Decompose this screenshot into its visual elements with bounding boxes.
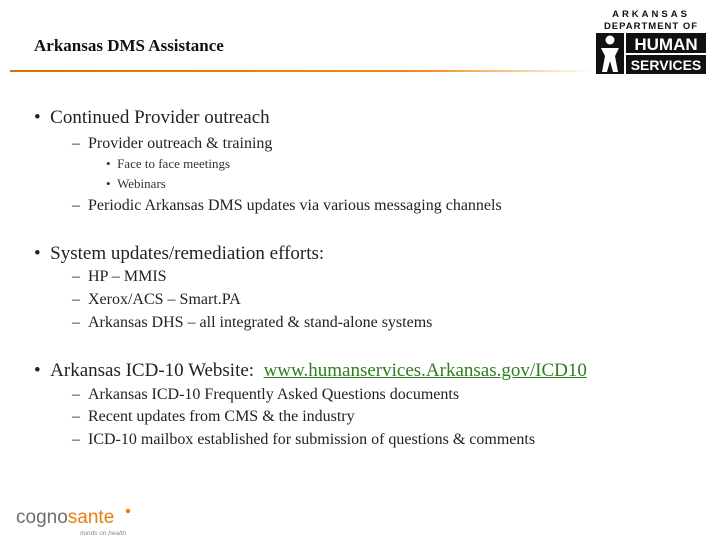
sub-item-arkansas-dhs	[72, 314, 432, 332]
sub-item-text: Provider outreach & training	[88, 135, 273, 152]
cognosante-logo	[14, 503, 134, 539]
sub-item-periodic-updates	[72, 197, 502, 215]
bullet-marker: •	[106, 156, 111, 171]
bullet-text: Arkansas ICD-10 Website:	[50, 360, 255, 381]
dash-marker: –	[72, 431, 80, 448]
bullet-system-updates	[34, 243, 324, 265]
sub-item-text: Arkansas ICD-10 Frequently Asked Questions documents	[88, 386, 460, 403]
bullet-marker: •	[34, 107, 41, 128]
dash-marker: –	[72, 386, 80, 403]
cognosante-tagline: minds on health	[80, 530, 126, 537]
dash-marker: –	[72, 197, 80, 214]
arkansas-dhs-logo	[594, 6, 708, 76]
dash-marker: –	[72, 135, 80, 152]
sub-item-provider-outreach-training	[72, 135, 272, 153]
bullet-continued-provider-outreach	[34, 107, 270, 129]
dash-marker: –	[72, 314, 80, 331]
brand-dot-icon	[126, 509, 130, 513]
sub-sub-item-text: Webinars	[117, 176, 166, 191]
bullet-text: Continued Provider outreach	[50, 107, 270, 128]
sub-sub-item-webinars	[106, 176, 166, 192]
bullet-text: System updates/remediation efforts:	[50, 243, 325, 264]
sub-item-text: ICD-10 mailbox established for submission of questions & comments	[88, 431, 536, 448]
sub-item-xerox-acs	[72, 291, 241, 309]
icd10-website-link[interactable]: www.humanservices.Arkansas.gov/ICD10	[263, 360, 587, 381]
sub-item-cms-updates	[72, 408, 355, 426]
logo-line-arkansas: ARKANSAS	[612, 9, 690, 20]
logo-line-department: DEPARTMENT OF	[603, 21, 699, 32]
sub-item-text: Periodic Arkansas DMS updates via various messaging channels	[88, 197, 502, 214]
dash-marker: –	[72, 291, 80, 308]
sub-item-hp-mmis	[72, 268, 167, 286]
sub-item-text: Recent updates from CMS & the industry	[88, 408, 355, 425]
sub-sub-item-face-to-face	[106, 156, 230, 172]
sub-item-text: Xerox/ACS – Smart.PA	[88, 291, 241, 308]
dash-marker: –	[72, 268, 80, 285]
cognosante-brand: cognosante	[16, 507, 115, 528]
slide-title: Arkansas DMS Assistance	[34, 36, 224, 55]
dash-marker: –	[72, 408, 80, 425]
logo-line-human: HUMAN	[634, 35, 698, 54]
person-figure-icon	[596, 33, 624, 74]
logo-line-services: SERVICES	[630, 57, 702, 73]
sub-item-faq-documents	[72, 386, 459, 404]
title-divider	[10, 70, 595, 72]
bullet-icd10-website	[34, 360, 587, 382]
sub-item-text: Arkansas DHS – all integrated & stand-alone systems	[88, 314, 433, 331]
sub-sub-item-text: Face to face meetings	[117, 156, 231, 171]
bullet-marker: •	[106, 176, 111, 191]
sub-item-text: HP – MMIS	[88, 268, 167, 285]
bullet-marker: •	[34, 360, 41, 381]
bullet-marker: •	[34, 243, 41, 264]
sub-item-icd10-mailbox	[72, 431, 535, 449]
